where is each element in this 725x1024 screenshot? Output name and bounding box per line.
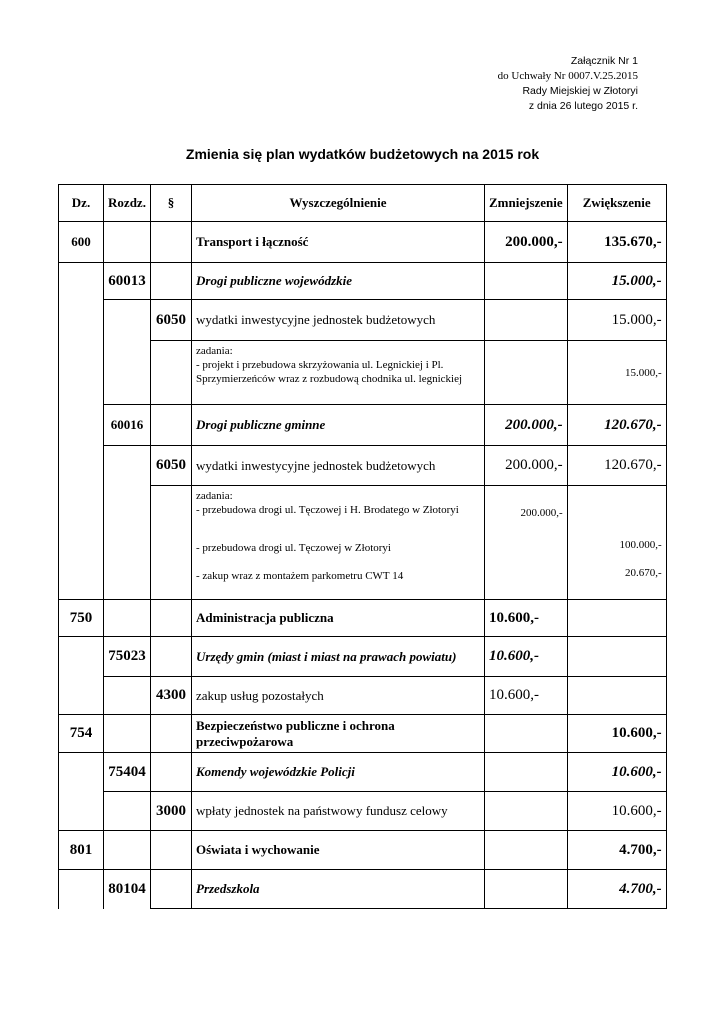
rozdz-cell (104, 792, 151, 831)
description-cell: wpłaty jednostek na państwowy fundusz celowy (192, 792, 485, 831)
table-row (59, 222, 667, 263)
decrease-cell (485, 792, 568, 831)
increase-cell: 10.600,- (567, 715, 666, 753)
paragraph-cell (151, 870, 192, 909)
task-label: zadania: (196, 345, 233, 357)
page-title: Zmienia się plan wydatków budżetowych na 2015 rok (185, 146, 540, 162)
table-row (59, 792, 667, 831)
task-item-amount: 200.000,- (520, 507, 563, 519)
dz-cell (59, 300, 104, 341)
increase-cell: 4.700,- (567, 831, 666, 870)
task-text: - projekt i przebudowa skrzyżowania ul. Legnickiej i Pl. Sprzymierzeńców wraz z rozbudową chodnika ul. legnickiej (196, 359, 463, 385)
document-header (498, 54, 638, 114)
decrease-cell (485, 715, 568, 753)
dz-cell (59, 753, 104, 792)
task-item: - zakup wraz z montażem parkometru CWT 14 (196, 570, 404, 582)
rozdz-cell (104, 831, 151, 870)
description-cell: Przedszkola (192, 870, 485, 909)
increase-cell: 135.670,- (567, 222, 666, 263)
table-row (59, 831, 667, 870)
decrease-cell (485, 831, 568, 870)
description-cell: Drogi publiczne gminne (192, 405, 485, 446)
description-cell: zakup usług pozostałych (192, 677, 485, 715)
col-paragraph-header: § (151, 185, 192, 222)
task-item: - przebudowa drogi ul. Tęczowej w Złotoryi (196, 542, 391, 554)
header-date: z dnia 26 lutego 2015 r. (528, 100, 638, 112)
task-item-amount: 20.670,- (624, 567, 662, 579)
paragraph-cell: 6050 (151, 300, 192, 341)
decrease-cell: 10.600,- (485, 637, 568, 677)
task-description-cell (192, 486, 485, 600)
table-row (59, 600, 667, 637)
dz-cell: 801 (59, 831, 104, 870)
col-description-header: Wyszczególnienie (192, 185, 485, 222)
rozdz-cell (104, 600, 151, 637)
header-council: Rady Miejskiej w Złotoryi (522, 85, 638, 97)
table-row (59, 637, 667, 677)
description-cell: wydatki inwestycyjne jednostek budżetowych (192, 446, 485, 486)
description-cell: wydatki inwestycyjne jednostek budżetowych (192, 300, 485, 341)
rozdz-cell (104, 341, 151, 405)
table-header-row (59, 185, 667, 222)
increase-cell (567, 486, 666, 600)
dz-cell (59, 341, 104, 405)
rozdz-cell: 60013 (104, 263, 151, 300)
paragraph-cell (151, 405, 192, 446)
increase-cell: 120.670,- (567, 446, 666, 486)
rozdz-cell (104, 222, 151, 263)
paragraph-cell: 3000 (151, 792, 192, 831)
decrease-cell: 200.000,- (485, 446, 568, 486)
table-row (59, 677, 667, 715)
increase-cell: 10.600,- (567, 792, 666, 831)
rozdz-cell (104, 677, 151, 715)
rozdz-cell (104, 715, 151, 753)
description-cell: Urzędy gmin (miast i miast na prawach powiatu) (192, 637, 485, 677)
increase-cell: 15.000,- (567, 263, 666, 300)
col-increase-header: Zwiększenie (567, 185, 666, 222)
task-description-cell (192, 341, 485, 405)
paragraph-cell (151, 600, 192, 637)
paragraph-cell (151, 222, 192, 263)
paragraph-cell: 4300 (151, 677, 192, 715)
description-cell: Administracja publiczna (192, 600, 485, 637)
decrease-cell: 200.000,- (485, 405, 568, 446)
rozdz-cell: 75404 (104, 753, 151, 792)
table-row (59, 263, 667, 300)
task-item: - przebudowa drogi ul. Tęczowej i H. Brodatego w Złotoryi (196, 504, 459, 516)
paragraph-cell (151, 263, 192, 300)
dz-cell (59, 792, 104, 831)
increase-cell (567, 637, 666, 677)
increase-cell: 15.000,- (567, 300, 666, 341)
description-cell: Bezpieczeństwo publiczne i ochrona przeciwpożarowa (192, 715, 485, 753)
dz-cell (59, 870, 104, 909)
col-rozdz-header: Rozdz. (104, 185, 151, 222)
increase-cell: 4.700,- (567, 870, 666, 909)
increase-cell: 120.670,- (567, 405, 666, 446)
paragraph-cell (151, 341, 192, 405)
decrease-cell: 200.000,- (485, 222, 568, 263)
dz-cell (59, 637, 104, 677)
paragraph-cell (151, 486, 192, 600)
rozdz-cell (104, 446, 151, 486)
decrease-cell (485, 870, 568, 909)
paragraph-cell (151, 831, 192, 870)
table-row (59, 486, 667, 600)
dz-cell (59, 677, 104, 715)
decrease-cell (485, 486, 568, 600)
decrease-cell (485, 753, 568, 792)
budget-table (58, 184, 667, 909)
table-row (59, 405, 667, 446)
paragraph-cell (151, 637, 192, 677)
task-label: zadania: (196, 490, 233, 502)
increase-cell: 15.000,- (567, 341, 666, 405)
decrease-cell: 10.600,- (485, 600, 568, 637)
dz-cell: 754 (59, 715, 104, 753)
rozdz-cell: 60016 (104, 405, 151, 446)
header-resolution: do Uchwały Nr 0007.V.25.2015 (497, 70, 638, 82)
col-decrease-header: Zmniejszenie (485, 185, 568, 222)
paragraph-cell: 6050 (151, 446, 192, 486)
dz-cell (59, 446, 104, 486)
description-cell: Oświata i wychowanie (192, 831, 485, 870)
decrease-cell (485, 263, 568, 300)
decrease-cell (485, 341, 568, 405)
table-row (59, 341, 667, 405)
rozdz-cell: 75023 (104, 637, 151, 677)
rozdz-cell: 80104 (104, 870, 151, 909)
table-row (59, 870, 667, 909)
task-item-amount: 100.000,- (619, 539, 662, 551)
dz-cell (59, 405, 104, 446)
col-dz-header: Dz. (59, 185, 104, 222)
decrease-cell (485, 300, 568, 341)
description-cell: Komendy wojewódzkie Policji (192, 753, 485, 792)
table-row (59, 715, 667, 753)
table-row (59, 753, 667, 792)
increase-cell (567, 677, 666, 715)
paragraph-cell (151, 753, 192, 792)
decrease-cell: 10.600,- (485, 677, 568, 715)
table-row (59, 300, 667, 341)
table-row (59, 446, 667, 486)
description-cell: Transport i łączność (192, 222, 485, 263)
increase-cell (567, 600, 666, 637)
dz-cell (59, 486, 104, 600)
paragraph-cell (151, 715, 192, 753)
dz-cell: 750 (59, 600, 104, 637)
increase-cell: 10.600,- (567, 753, 666, 792)
rozdz-cell (104, 300, 151, 341)
rozdz-cell (104, 486, 151, 600)
dz-cell: 600 (59, 222, 104, 263)
description-cell: Drogi publiczne wojewódzkie (192, 263, 485, 300)
header-annex: Załącznik Nr 1 (570, 55, 638, 67)
dz-cell (59, 263, 104, 300)
